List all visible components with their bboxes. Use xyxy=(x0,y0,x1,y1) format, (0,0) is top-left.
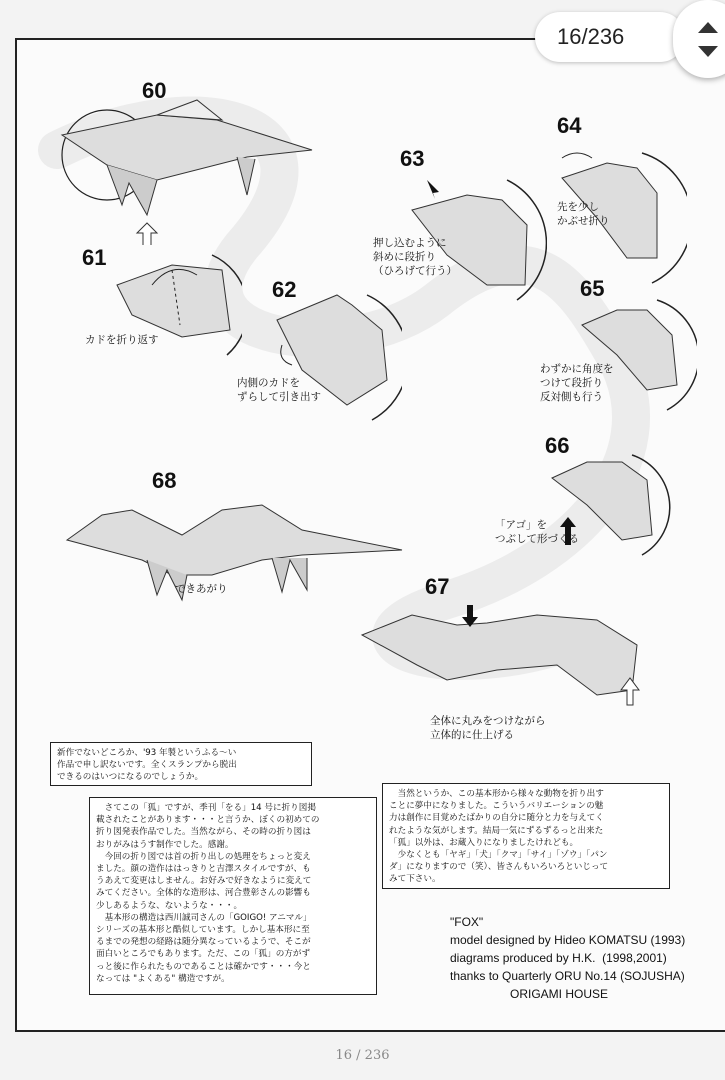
step-61-figure xyxy=(112,245,242,365)
step-66-number: 66 xyxy=(545,433,570,458)
step-60-number: 60 xyxy=(142,78,167,103)
step-67-number: 67 xyxy=(425,574,450,599)
step-64-number: 64 xyxy=(557,113,582,138)
credits-line-3: thanks to Quarterly ORU No.14 (SOJUSHA) xyxy=(450,969,685,983)
page-scroll-button[interactable] xyxy=(673,0,725,78)
footer-page-number: 16 / 236 xyxy=(335,1048,390,1063)
note-box-3: 当然というか、この基本形から様々な動物を折り出す ことに夢中になりました。こういうバリエーションの魅 力は創作に目覚めたばかりの自分に随分と力を与えてく れたような気がします。結局一気にずるずるっと出来た 「狐」以外は、お蔵入りになりましたけれども。 少なくとも「ヤギ」「犬」「クマ」「サイ」「ゾウ」「パン ダ」になりますので（笑）、皆さんもいろいろといじって みて下さい。 xyxy=(382,783,670,889)
note-box-2: さてこの「狐」ですが、季刊「をる」14 号に折り図掲 載されたことがあります・・・と言うか、ぼくの初めての 折り図発表作品でした。当然ながら、その時の折り図は おりがみはうす制作でした。感謝。 今回の折り図では首の折り出しの処理をちょっと変え ました。顔の造作ははっきりと吉澤スタイルですが、も うあえて変更はしません。お好みで好きなように変えて みてください。全体的な造形は、河合豊彰さんの影響も 少しあるような、ないような・・・。 基本形の構造は西川誠司さんの「GOIGO! アニマル」 シリーズの基本形と酷似しています。しかし基本形に至 るまでの発想の経路は随分異なっているようで、そこが 面白いところでもあります。ただ、この「狐」の方がず っと後に作られたものであることは確かです・・・今と なっては "よくある" 構造ですが。 xyxy=(89,797,377,995)
page-indicator: 16/236 xyxy=(535,12,685,62)
step-60-figure xyxy=(47,95,347,245)
step-61-caption: カドを折り返す xyxy=(85,334,159,346)
step-67-caption: 全体に丸みをつけながら 立体的に仕上げる xyxy=(430,715,546,741)
step-66-caption: 「アゴ」を つぶして形づくる xyxy=(495,519,579,545)
credits-line-2: diagrams produced by H.K. (1998,2001) xyxy=(450,951,667,965)
step-62-number: 62 xyxy=(272,277,297,302)
step-64-caption: 先を少し かぶせ折り xyxy=(557,201,610,227)
step-63-caption: 押し込むように 斜めに段折り （ひろげて行う） xyxy=(373,237,457,277)
step-68-figure xyxy=(62,480,412,610)
note-box-1: 新作でないどころか、'93 年製というふる～い 作品で申し訳ないです。全くスランプから脱出 できるのはいつになるのでしょうか。 xyxy=(50,742,312,786)
step-67-figure xyxy=(357,595,657,715)
credits-block xyxy=(450,913,685,1003)
credits-line-4: ORIGAMI HOUSE xyxy=(510,987,609,1001)
step-62-figure xyxy=(262,285,402,425)
step-63-figure xyxy=(407,165,547,305)
step-68-caption: できあがり xyxy=(175,583,228,595)
step-68-number: 68 xyxy=(152,468,177,493)
step-65-caption: わずかに角度を つけて段折り 反対側も行う xyxy=(540,363,614,403)
step-62-caption: 内側のカドを ずらして引き出す xyxy=(237,377,321,403)
credits-line-1: model designed by Hideo KOMATSU (1993) xyxy=(450,933,686,947)
credits-title: "FOX" xyxy=(450,915,484,929)
step-63-number: 63 xyxy=(400,146,425,171)
up-down-chevron-icon xyxy=(673,0,725,78)
diagram-page xyxy=(15,38,725,1032)
step-65-number: 65 xyxy=(580,276,605,301)
step-61-number: 61 xyxy=(82,245,107,270)
